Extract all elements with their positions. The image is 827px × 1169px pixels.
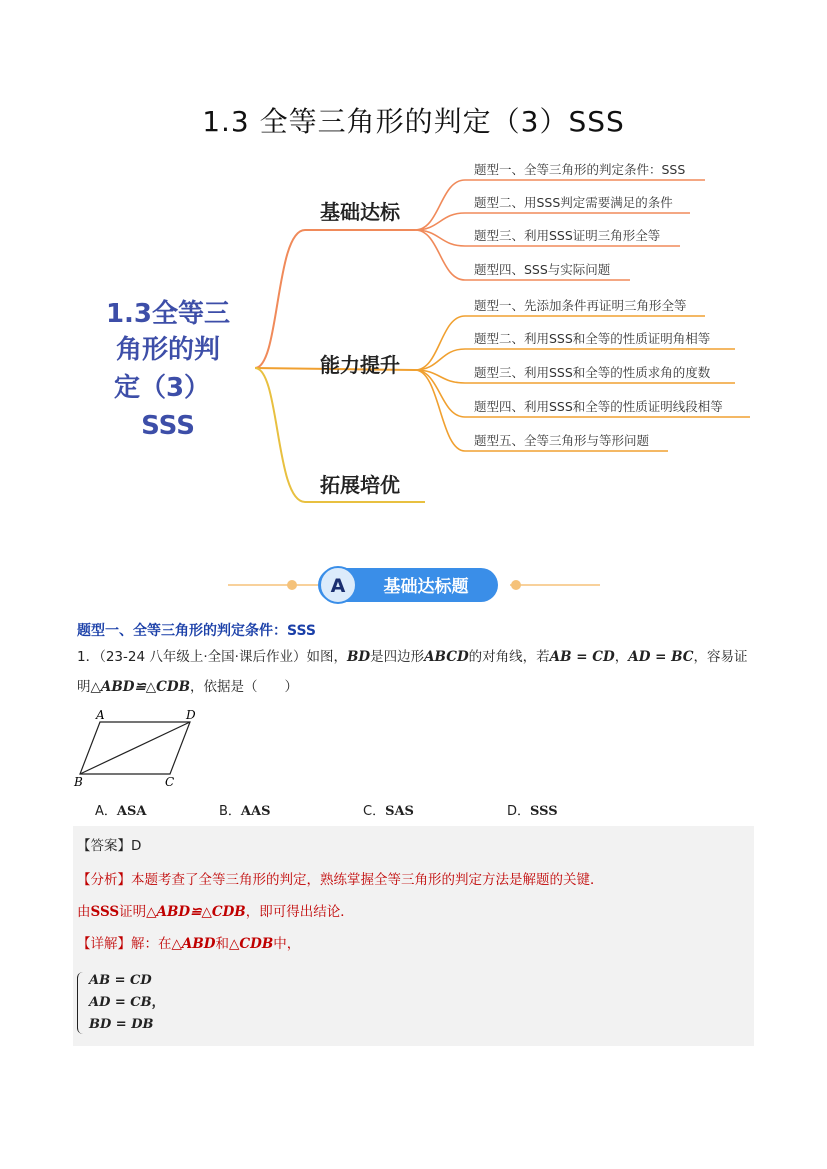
q-text-1: 如图， <box>306 649 347 665</box>
option-a[interactable]: A．ASA <box>95 804 147 819</box>
connector-branch-1 <box>255 230 415 368</box>
branch-label-basic: 基础达标 <box>320 200 400 224</box>
option-c[interactable]: C．SAS <box>363 804 414 819</box>
system-row-2: AD = CB， <box>89 995 165 1010</box>
q-math-congruence: ABD≌△CDB <box>100 679 191 695</box>
system-row-1: AB = CD <box>89 973 152 988</box>
answer-line: 【答案】D <box>77 838 142 854</box>
leaf-ability-1: 题型一、先添加条件再证明三角形全等 <box>474 298 687 313</box>
leaf-ability-4: 题型四、利用SSS和全等的性质证明线段相等 <box>474 399 723 414</box>
banner-label: 基础达标题 <box>383 577 469 597</box>
leaf-basic-2: 题型二、用SSS判定需要满足的条件 <box>474 195 673 210</box>
q-math-ab-cd: AB = CD <box>549 649 615 665</box>
question-source: （23-24 八年级上·全国·课后作业） <box>99 649 307 665</box>
mindmap-center-line-4: SSS <box>141 411 195 441</box>
system-row-3: BD = DB <box>89 1017 154 1032</box>
analysis-line: 【分析】本题考查了全等三角形的判定，熟练掌握全等三角形的判定方法是解题的关键． <box>77 872 604 888</box>
q-math-bd: BD <box>346 649 371 665</box>
q-math-abcd: ABCD <box>424 649 469 665</box>
figure-label-a: A <box>96 708 105 722</box>
option-b[interactable]: B．AAS <box>219 804 271 819</box>
q-text-7: ，依据是（ ） <box>190 679 299 695</box>
question-type-heading: 题型一、全等三角形的判定条件：SSS <box>77 623 316 639</box>
leaf-ability-5: 题型五、全等三角形与等形问题 <box>474 433 650 448</box>
q-text-4: ， <box>614 649 629 665</box>
banner-dot-right <box>511 580 521 590</box>
q-text-5: ，容易证 <box>693 649 748 665</box>
q-math-ad-bc: AD = BC <box>628 649 694 665</box>
mindmap-center-line-2: 角形的判 <box>115 335 221 365</box>
mindmap-center-line-1: 1.3全等三 <box>105 299 231 329</box>
answer-explanation-box <box>73 826 754 1046</box>
leaf-basic-1: 题型一、全等三角形的判定条件：SSS <box>474 162 686 177</box>
analysis-line-2: 由SSS证明△ABD≌△CDB，即可得出结论． <box>77 904 354 920</box>
banner-dot-left <box>287 580 297 590</box>
q-text-2: 是四边形 <box>370 649 425 665</box>
mind-map <box>0 150 827 530</box>
system-brace <box>77 972 84 1034</box>
question-text <box>77 642 757 702</box>
branch-label-extension: 拓展培优 <box>320 473 400 497</box>
document-title: 1.3 全等三角形的判定（3）SSS <box>202 105 625 138</box>
leaf-basic-3: 题型三、利用SSS证明三角形全等 <box>474 228 661 243</box>
banner-letter: A <box>330 575 346 597</box>
detail-line: 【详解】解：在△ABD和△CDB中， <box>77 936 301 952</box>
mindmap-center-line-3: 定（3） <box>113 373 211 403</box>
question-number: 1． <box>77 649 100 665</box>
option-d[interactable]: D．SSS <box>507 804 558 819</box>
leaf-basic-4: 题型四、SSS与实际问题 <box>474 262 611 277</box>
branch-label-ability: 能力提升 <box>320 353 400 377</box>
parallelogram-figure <box>70 706 210 792</box>
figure-label-c: C <box>165 775 175 789</box>
figure-label-d: D <box>186 708 196 722</box>
leaf-ability-3: 题型三、利用SSS和全等的性质求角的度数 <box>474 365 711 380</box>
section-banner <box>0 560 827 610</box>
q-text-6: 明△ <box>77 679 101 695</box>
figure-label-b: B <box>74 775 83 789</box>
leaf-ability-2: 题型二、利用SSS和全等的性质证明角相等 <box>474 331 711 346</box>
equation-system <box>77 970 165 1036</box>
answer-value: D <box>131 838 142 854</box>
q-text-3: 的对角线，若 <box>468 649 550 665</box>
